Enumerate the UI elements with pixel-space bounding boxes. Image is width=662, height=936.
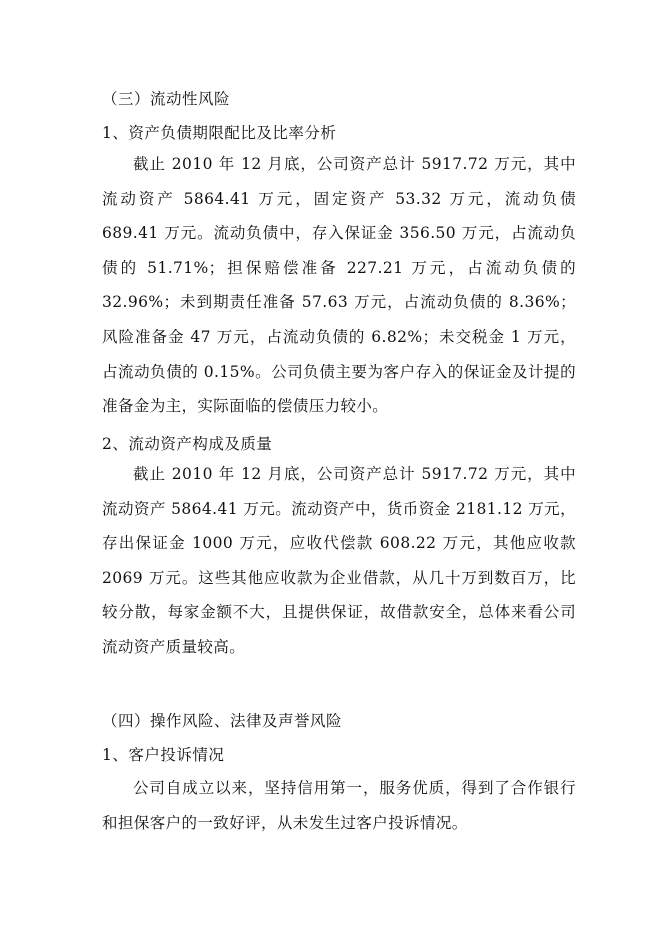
subheading-asset-liability-ratio: 1、资产负债期限配比及比率分析 [102, 124, 337, 142]
subheading-customer-complaints: 1、客户投诉情况 [102, 746, 225, 764]
paragraph-customer-complaints: 公司自成立以来，坚持信用第一，服务优质，得到了合作银行和担保客户的一致好评，从未发生过客户投诉情况。 [102, 779, 576, 832]
subheading-current-assets-quality: 2、流动资产构成及质量 [102, 435, 273, 453]
paragraph-asset-liability-analysis: 截止 2010 年 12 月底，公司资产总计 5917.72 万元，其中流动资产 5864.41 万元，固定资产 53.32 万元，流动负债 689.41 万元。流动负债中，存入保证金 356.50 万元，占流动负债的 51.71%；担保赔偿准备 227.21 万元，占流动负债的 32.96%；未到期责任准备 57.63 万元，占流动负债的 8.36%；风险准备金 47 万元，占流动负债的 6.82%；未交税金 1 万元，占流动负债的 0.15%。公司负债主要为客户存入的保证金及计提的准备金为主，实际面临的偿债压力较小。 [102, 155, 576, 416]
paragraph-current-assets-quality: 截止 2010 年 12 月底，公司资产总计 5917.72 万元，其中流动资产 5864.41 万元。流动资产中，货币资金 2181.12 万元，存出保证金 1000 万元，应收代偿款 608.22 万元，其他应收款 2069 万元。这些其他应收款为企业借款，从几十万到数百万，比较分散，每家金额不大，且提供保证，故借款安全，总体来看公司流动资产质量较高。 [102, 465, 576, 656]
section-heading-liquidity-risk: （三）流动性风险 [102, 90, 231, 108]
section-heading-operational-legal-reputation-risk: （四）操作风险、法律及声誉风险 [102, 712, 343, 730]
